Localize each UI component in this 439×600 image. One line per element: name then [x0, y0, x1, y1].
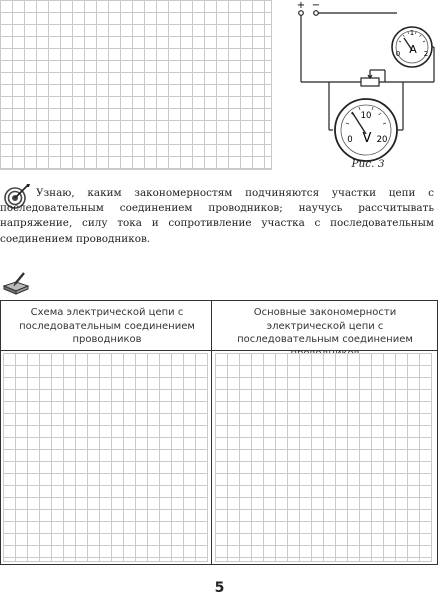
terminal-minus [314, 11, 319, 16]
voltmeter-scale-left: 0 [347, 135, 353, 145]
figure-caption: Рис. 3 [351, 158, 385, 170]
laws-notes-grid[interactable] [215, 353, 432, 562]
table-header-left: Схема электрической цепи с последовательным соединением проводников [19, 307, 195, 345]
page-number: 5 [214, 580, 225, 596]
ammeter [392, 27, 432, 67]
voltmeter-scale-mid: 10 [360, 111, 372, 121]
terminal-plus [299, 11, 304, 16]
ammeter-letter: A [409, 43, 417, 56]
ammeter-scale-mid: 1 [409, 29, 415, 37]
work-table [0, 300, 438, 565]
ammeter-scale-right: 2 [423, 50, 429, 58]
notes-grid-top [0, 0, 272, 170]
circuit-diagram [288, 0, 439, 165]
book-pencil-icon [2, 272, 32, 296]
voltmeter [335, 99, 397, 161]
table-header-right: Основные закономерности электрической цепи с последовательным соединением [237, 307, 413, 345]
table-column-divider [211, 301, 212, 564]
plus-sign: + [296, 0, 306, 11]
voltmeter-letter: V [362, 131, 372, 146]
minus-sign: − [311, 0, 321, 11]
rheostat [361, 78, 379, 86]
learning-goal-text: Узнаю, каким закономерностям подчиняются участки цепи с последовательным соединением проводников; научусь рассчитывать напряжение, силу тока и сопротивление участка с последовательным соединением проводников. [0, 187, 434, 245]
ammeter-scale-left: 0 [395, 50, 401, 58]
voltmeter-scale-right: 20 [376, 135, 388, 145]
circuit-scheme-grid[interactable] [3, 353, 208, 562]
